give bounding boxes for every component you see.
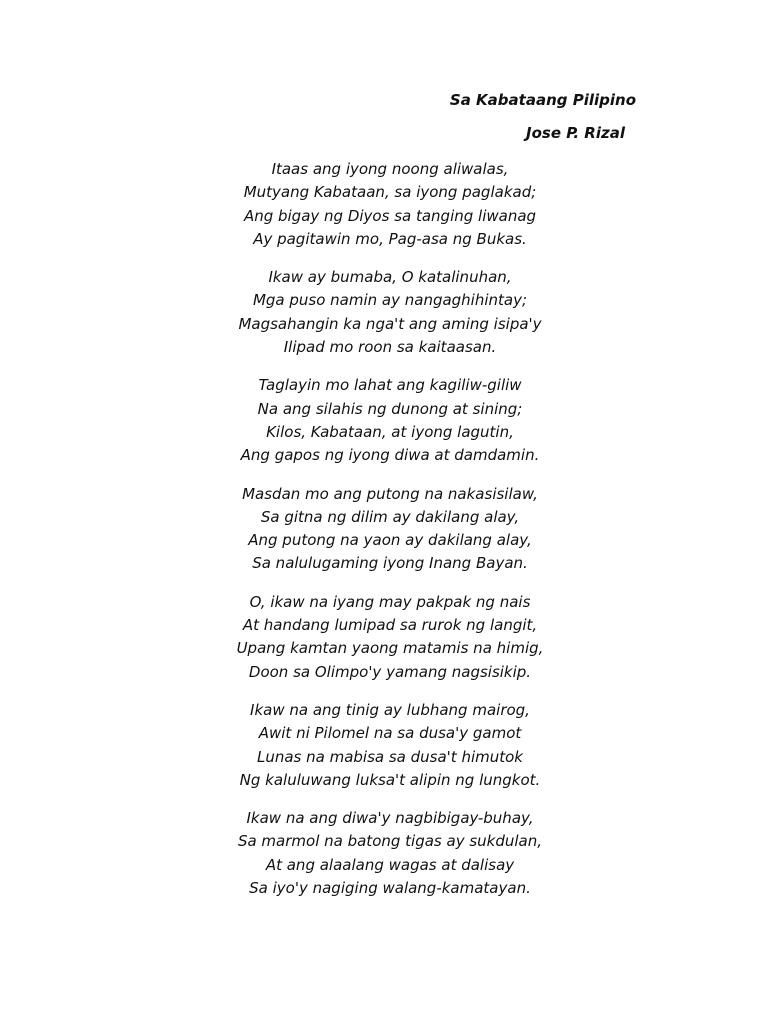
poem-line: Itaas ang iyong noong aliwalas, <box>271 160 509 178</box>
poem-line: Taglayin mo lahat ang kagiliw-giliw <box>258 376 522 395</box>
poem-line: At ang alaalang wagas at dalisay <box>265 855 515 874</box>
poem-line: Sa marmol na batong tigas ay sukdulan, <box>237 832 543 851</box>
poem-line: Ikaw na ang diwa'y nagbibigay-buhay, <box>246 809 534 828</box>
poem-line: Sa nalulugaming iyong Inang Bayan. <box>252 554 528 573</box>
poem-line: Sa gitna ng dilim ay dakilang alay, <box>260 507 520 526</box>
poem-line: Upang kamtan yaong matamis na himig, <box>236 639 544 658</box>
poem-line: Ng kaluluwang luksa't alipin ng lungkot. <box>239 770 541 789</box>
poem-line: Kilos, Kabataan, at iyong lagutin, <box>266 422 514 441</box>
stanza-2 <box>0 266 768 359</box>
stanza-3 <box>0 374 768 467</box>
poem-line: Ilipad mo roon sa kaitaasan. <box>283 338 497 357</box>
poem-body <box>0 158 768 915</box>
poem-line: Ang bigay ng Diyos sa tanging liwanag <box>243 206 537 225</box>
stanza-5 <box>0 591 768 684</box>
poem-line: Ay pagitawin mo, Pag-asa ng Bukas. <box>253 229 527 248</box>
poem-title: Sa Kabataang Pilipino <box>449 91 636 109</box>
poem-author: Jose P. Rizal <box>526 124 625 142</box>
stanza-4 <box>0 483 768 576</box>
poem-line: Awit ni Pilomel na sa dusa'y gamot <box>258 724 522 743</box>
poem-line: Lunas na mabisa sa dusa't himutok <box>256 747 523 766</box>
poem-line: Sa iyo'y nagiging walang-kamatayan. <box>249 879 531 898</box>
stanza-6 <box>0 699 768 792</box>
stanza-7 <box>0 807 768 900</box>
poem-line: Mutyang Kabataan, sa iyong paglakad; <box>243 183 537 202</box>
poem-line: Masdan mo ang putong na nakasisilaw, <box>242 484 538 503</box>
poem-line: Mga puso namin ay nangaghihintay; <box>252 291 528 310</box>
poem-line: Ang putong na yaon ay dakilang alay, <box>248 531 532 550</box>
poem-line: At handang lumipad sa rurok ng langit, <box>242 616 538 635</box>
stanza-1 <box>0 158 768 251</box>
poem-line: Doon sa Olimpo'y yamang nagsisikip. <box>248 662 532 681</box>
poem-line: Ikaw ay bumaba, O katalinuhan, <box>268 268 512 287</box>
poem-line: O, ikaw na iyang may pakpak ng nais <box>249 592 531 611</box>
poem-line: Na ang silahis ng dunong at sining; <box>257 399 523 418</box>
poem-line: Magsahangin ka nga't ang aming isipa'y <box>238 314 542 333</box>
poem-line: Ikaw na ang tinig ay lubhang mairog, <box>250 700 530 719</box>
poem-line: Ang gapos ng iyong diwa at damdamin. <box>240 446 540 465</box>
